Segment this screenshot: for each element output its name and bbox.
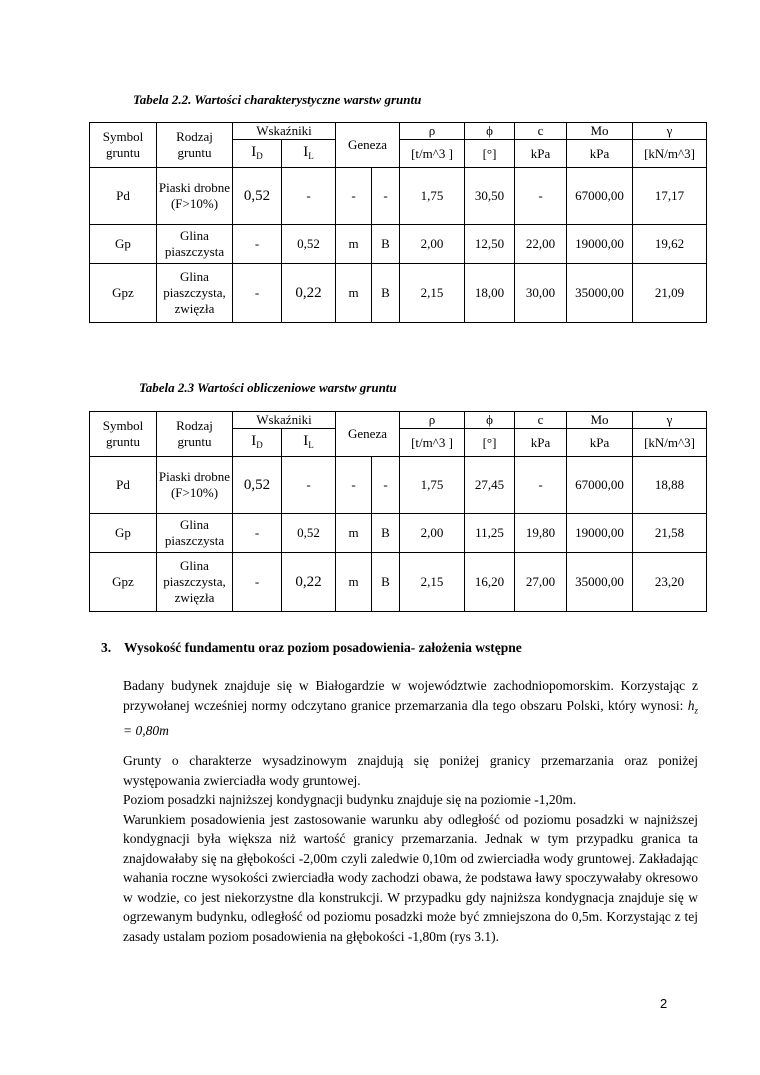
cell-symbol: Pd xyxy=(90,457,157,514)
cell-mo: 19000,00 xyxy=(567,225,633,264)
header-rho-unit: [t/m^3 ] xyxy=(400,140,465,168)
cell-rho: 2,00 xyxy=(400,514,465,553)
cell-c: - xyxy=(515,457,567,514)
index-symbol: I xyxy=(303,432,309,449)
paragraph4: Warunkiem posadowienia jest zastosowanie warunku aby odległość od poziomu posadzki w najniższej kondygnacji była większa niż wartość granicy przemarzania. Jednak w tym przypadku granica ta znajdowałaby się na głębokości -2,00m czyli zaledwie 0,10m od zwierciadła wody gruntowej. Zakładając wahania roczne wysokości zwierciadła wody zachodzi obawa, że podstawa ławy spoczywałaby okresowo w wodzie, co jest niekorzystne dla konstrukcji. W przypadku gdy najniższa kondygnacja znajduje się w ogrzewanym budynku, odległość od poziomu posadzki może być zmniejszona do 0,5m. Korzystając z tej zasady ustalam poziom posadowienia na głębokości -1,80m (rys 3.1). xyxy=(123,811,698,944)
table1 xyxy=(89,122,707,323)
cell-symbol: Gp xyxy=(90,514,157,553)
cell-il: - xyxy=(282,457,336,514)
section3-body xyxy=(123,751,698,946)
cell-geneza-2: B xyxy=(372,264,400,323)
cell-id: - xyxy=(233,514,282,553)
index-symbol: I xyxy=(251,432,257,449)
header-mo-unit: kPa xyxy=(567,429,633,457)
table2 xyxy=(89,411,707,612)
cell-symbol: Gp xyxy=(90,225,157,264)
table-row xyxy=(90,264,707,323)
header-gamma: γ xyxy=(633,412,707,429)
cell-il: 0,22 xyxy=(282,553,336,612)
index-symbol: I xyxy=(251,143,257,160)
cell-phi: 11,25 xyxy=(465,514,515,553)
cell-gamma: 17,17 xyxy=(633,168,707,225)
header-gamma-unit: [kN/m^3] xyxy=(633,140,707,168)
cell-rodzaj: Glina piaszczysta, zwięzła xyxy=(157,264,233,323)
cell-id: - xyxy=(233,225,282,264)
cell-rodzaj: Piaski drobne (F>10%) xyxy=(157,457,233,514)
header-c-unit: kPa xyxy=(515,140,567,168)
header-rho-unit: [t/m^3 ] xyxy=(400,429,465,457)
cell-mo: 35000,00 xyxy=(567,553,633,612)
cell-id: 0,52 xyxy=(233,457,282,514)
cell-mo: 67000,00 xyxy=(567,168,633,225)
cell-il: 0,22 xyxy=(282,264,336,323)
cell-gamma: 21,58 xyxy=(633,514,707,553)
header-gamma: γ xyxy=(633,123,707,140)
cell-symbol: Gpz xyxy=(90,264,157,323)
cell-rodzaj: Glina piaszczysta xyxy=(157,514,233,553)
cell-phi: 16,20 xyxy=(465,553,515,612)
cell-symbol: Pd xyxy=(90,168,157,225)
cell-geneza-1: m xyxy=(336,225,372,264)
header-cell xyxy=(282,429,336,457)
paragraph2: Grunty o charakterze wysadzinowym znajdują się poniżej granicy przemarzania oraz poniżej występowania zwierciadła wody gruntowej. xyxy=(123,753,698,788)
cell-geneza-2: B xyxy=(372,553,400,612)
table-row xyxy=(90,168,707,225)
cell-rho: 1,75 xyxy=(400,457,465,514)
section3-number: 3. xyxy=(101,640,112,655)
header-cell xyxy=(233,140,282,168)
cell-geneza-2: B xyxy=(372,514,400,553)
cell-rodzaj: Piaski drobne (F>10%) xyxy=(157,168,233,225)
index-subscript: D xyxy=(256,439,263,450)
cell-geneza-1: - xyxy=(336,457,372,514)
table-row xyxy=(90,553,707,612)
header-phi-unit: [°] xyxy=(465,429,515,457)
cell-geneza-1: m xyxy=(336,553,372,612)
page-number: 2 xyxy=(660,996,668,1011)
cell-id: - xyxy=(233,264,282,323)
header-rho: ρ xyxy=(400,412,465,429)
header-rho: ρ xyxy=(400,123,465,140)
cell-gamma: 21,09 xyxy=(633,264,707,323)
table2-caption: Tabela 2.3 Wartości obliczeniowe warstw gruntu xyxy=(139,380,397,395)
index-subscript: D xyxy=(256,150,263,161)
header-mo: Mo xyxy=(567,123,633,140)
header-wskazniki: Wskaźniki xyxy=(233,123,336,140)
cell-geneza-2: B xyxy=(372,225,400,264)
header-symbol: Symbol gruntu xyxy=(90,123,157,168)
section3-title: Wysokość fundamentu oraz poziom posadowienia- założenia wstępne xyxy=(124,640,522,655)
header-c: c xyxy=(515,123,567,140)
paragraph3: Poziom posadzki najniższej kondygnacji budynku znajduje się na poziomie -1,20m. xyxy=(123,792,577,807)
frost-depth-formula: $h_z = 0,80m$ xyxy=(123,697,698,738)
cell-gamma: 23,20 xyxy=(633,553,707,612)
header-cell xyxy=(233,429,282,457)
cell-geneza-1: m xyxy=(336,514,372,553)
cell-gamma: 18,88 xyxy=(633,457,707,514)
cell-geneza-1: m xyxy=(336,264,372,323)
table-row xyxy=(90,514,707,553)
cell-mo: 19000,00 xyxy=(567,514,633,553)
table-row xyxy=(90,225,707,264)
table-row xyxy=(90,457,707,514)
cell-il: 0,52 xyxy=(282,225,336,264)
cell-c: - xyxy=(515,168,567,225)
index-subscript: L xyxy=(308,439,314,450)
cell-id: 0,52 xyxy=(233,168,282,225)
header-wskazniki: Wskaźniki xyxy=(233,412,336,429)
cell-geneza-2: - xyxy=(372,168,400,225)
cell-mo: 35000,00 xyxy=(567,264,633,323)
index-subscript: L xyxy=(308,150,314,161)
header-phi: ϕ xyxy=(465,123,515,140)
cell-c: 19,80 xyxy=(515,514,567,553)
cell-il: 0,52 xyxy=(282,514,336,553)
header-geneza: Geneza xyxy=(336,123,400,168)
header-c-unit: kPa xyxy=(515,429,567,457)
cell-id: - xyxy=(233,553,282,612)
section3-paragraph1 xyxy=(123,676,698,740)
cell-rho: 2,00 xyxy=(400,225,465,264)
cell-geneza-2: - xyxy=(372,457,400,514)
cell-rodzaj: Glina piaszczysta xyxy=(157,225,233,264)
cell-gamma: 19,62 xyxy=(633,225,707,264)
header-gamma-unit: [kN/m^3] xyxy=(633,429,707,457)
cell-rho: 1,75 xyxy=(400,168,465,225)
cell-symbol: Gpz xyxy=(90,553,157,612)
section3-heading xyxy=(101,640,522,656)
paragraph1-text: Badany budynek znajduje się w Białogardzie w województwie zachodniopomorskim. Korzystając z przywołanej wcześniej normy odczytano granice przemarzania dla tego obszaru Polski, który wynosi: xyxy=(123,678,698,713)
cell-rho: 2,15 xyxy=(400,264,465,323)
cell-c: 30,00 xyxy=(515,264,567,323)
cell-geneza-1: - xyxy=(336,168,372,225)
index-symbol: I xyxy=(303,143,309,160)
header-rodzaj: Rodzaj gruntu xyxy=(157,123,233,168)
cell-c: 22,00 xyxy=(515,225,567,264)
cell-il: - xyxy=(282,168,336,225)
header-phi-unit: [°] xyxy=(465,140,515,168)
header-mo-unit: kPa xyxy=(567,140,633,168)
cell-rho: 2,15 xyxy=(400,553,465,612)
cell-mo: 67000,00 xyxy=(567,457,633,514)
table1-caption: Tabela 2.2. Wartości charakterystyczne warstw gruntu xyxy=(133,92,422,107)
header-geneza: Geneza xyxy=(336,412,400,457)
header-phi: ϕ xyxy=(465,412,515,429)
header-symbol: Symbol gruntu xyxy=(90,412,157,457)
cell-phi: 27,45 xyxy=(465,457,515,514)
cell-phi: 12,50 xyxy=(465,225,515,264)
cell-phi: 18,00 xyxy=(465,264,515,323)
header-cell xyxy=(282,140,336,168)
header-mo: Mo xyxy=(567,412,633,429)
cell-rodzaj: Glina piaszczysta, zwięzła xyxy=(157,553,233,612)
cell-phi: 30,50 xyxy=(465,168,515,225)
cell-c: 27,00 xyxy=(515,553,567,612)
header-c: c xyxy=(515,412,567,429)
header-rodzaj: Rodzaj gruntu xyxy=(157,412,233,457)
